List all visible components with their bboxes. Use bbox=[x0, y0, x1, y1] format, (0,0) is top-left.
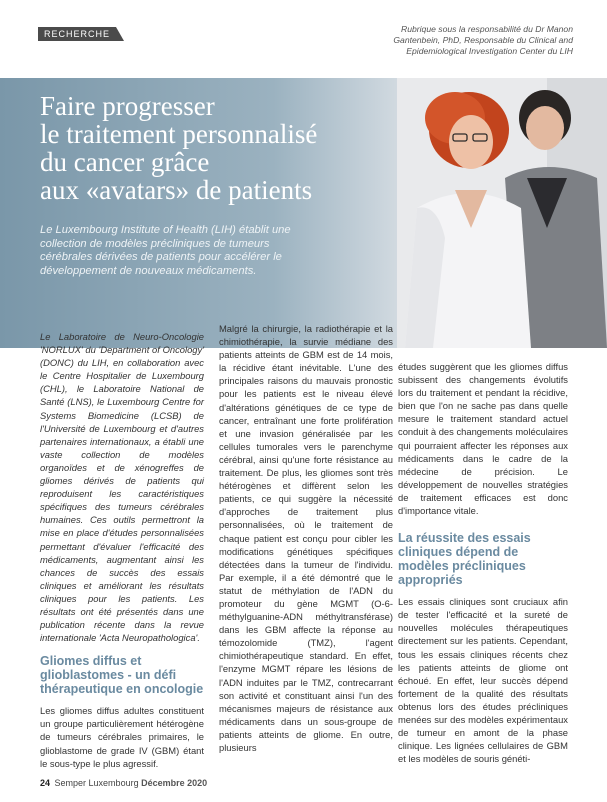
column-1 bbox=[40, 330, 204, 770]
body-paragraph: études suggèrent que les gliomes diffus subissent des changements évolutifs lors du traitement et pendant la récidive, bien que l'on ne sache pas dans quelle mesure le traitement standard actuel conduit à des changements moléculaires qui pourraient affecter les réponses aux médicaments dans le cadre de la médecine de précision. Le développement de nouvelles stratégies de traitement efficaces est donc d'importance vitale. bbox=[398, 361, 568, 517]
rubrique-note bbox=[323, 24, 573, 57]
column-3 bbox=[398, 360, 568, 765]
page-number: 24 bbox=[40, 778, 51, 788]
title-line: le traitement personnalisé bbox=[40, 119, 318, 149]
title-line: Faire progresser bbox=[40, 91, 215, 121]
section-heading-essais: La réussite des essais cliniques dépend de modèles précliniques appropriés bbox=[398, 531, 531, 588]
body-paragraph: Malgré la chirurgie, la radiothérapie et la chimiothérapie, la survie médiane des patients atteints de GBM est de 14 mois, la récidive étant inévitable. L'une des principales raisons du mauvais pronostic pour les patients est le niveau élevé d'altérations génétiques de ce type de cancer, entraînant une forte prolifération et une invasion généralisée par les cellules tumorales vers le parenchyme cérébral, ainsi qu'une forte résistance au traitement. De plus, les gliomes sont très hétérogènes et diffèrent selon les patients, ce qui suggère la nécessité d'approches de traitement plus personnalisées, où le traitement de chaque patient est conçu pour cibler les modifications génétiques spécifiques détectées dans la tumeur de l'individu. Par exemple, il a été démontré que le statut de méthylation de l'ADN du promoteur du gène MGMT (O-6-méthylguanine-ADN méthyltransférase) dans les GBM affecte la réponse au témozolomide (TMZ), l'agent chimiothérapeutique standard. En effet, l'enzyme MGMT répare les lésions de l'ADN induites par le TMZ, contrecarrant son activité et constituant ainsi l'un des mécanismes majeurs de résistance aux médicaments dans un sous-groupe de patients atteints de gliome. En outre, plusieurs bbox=[219, 323, 393, 753]
page-footer bbox=[40, 778, 207, 788]
hero-banner bbox=[0, 78, 607, 348]
intro-paragraph: Le Laboratoire de Neuro-Oncologie 'NORLUX' du 'Department of Oncology' (DONC) du LIH, en collaboration avec le Centre Hospitalier de Luxembourg (CHL), le Laboratoire National de Santé (LNS), le Luxembourg Centre for Systems Biomedicine (LCSB) de l'Université de Luxembourg et d'autres partenaires internationaux, a établi une vaste collection de modèles organoïdes et de xénogreffes de gliomes dérivés de patients qui reproduisent les caractéristiques spécifiques des tumeurs cérébrales humaines. Ces outils permettront la mise en place d'études personnalisées permettant d'évaluer l'efficacité des médicaments, augmentant ainsi les chances de succès des essais cliniques et améliorant les résultats cliniques pour les patients. Les résultats ont été présentés dans une publication récente dans la revue internationale 'Acta Neuropathologica'. bbox=[40, 331, 204, 644]
title-line: aux «avatars» de patients bbox=[40, 175, 313, 205]
issue-date: Décembre 2020 bbox=[141, 778, 208, 788]
column-2 bbox=[219, 322, 393, 754]
section-tag: RECHERCHE bbox=[38, 27, 116, 41]
body-paragraph: Les gliomes diffus adultes constituent un groupe particulièrement hétérogène de tumeurs cérébrales primaires, le glioblastome de grade IV (GBM) étant le sous-type le plus agressif. bbox=[40, 705, 204, 769]
rubrique-line: Epidemiological Investigation Center du LIH bbox=[406, 46, 573, 56]
body-paragraph: Les essais cliniques sont cruciaux afin de tester l'efficacité et la sureté de nouvelles molécules thérapeutiques directement sur les patients. Cependant, tous les essais cliniques récents chez les patients atteints de gliome ont échoué. En effet, leur succès dépend fortement de la qualité des résultats obtenus lors des études précliniques menées sur des modèles expérimentaux de tumeur en amont de la phase clinique. Les lignées cellulaires de GBM et les modèles de souris généti- bbox=[398, 596, 568, 765]
section-heading-gliomes: Gliomes diffus et glioblastomes - un défi thérapeutique en oncologie bbox=[40, 654, 204, 697]
rubrique-line: Gantenbein, PhD, Responsable du Clinical and bbox=[393, 35, 573, 45]
rubrique-line: Rubrique sous la responsabilité du Dr Manon bbox=[401, 24, 573, 34]
article-title bbox=[40, 92, 400, 204]
magazine-name: Semper Luxembourg bbox=[54, 778, 139, 788]
researchers-photo bbox=[397, 78, 607, 348]
article-lead: Le Luxembourg Institute of Health (LIH) établit une collection de modèles précliniques de tumeurs cérébrales dérivées de patients pour accélérer le développement de nouveaux médicaments. bbox=[40, 224, 291, 277]
title-line: du cancer grâce bbox=[40, 147, 210, 177]
